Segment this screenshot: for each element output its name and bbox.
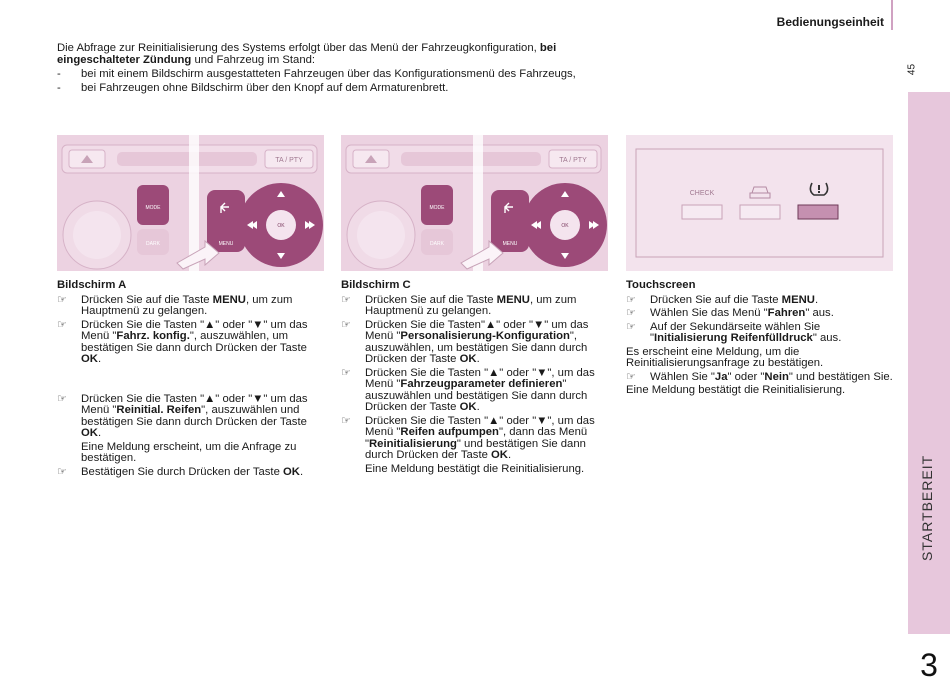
step: ☞ Drücken Sie die Tasten "▲" oder "▼" um das Menü "Fahrz. konfig.", auszuwählen, um bestätigen Sie dann durch Drücken der Taste OK. (57, 318, 308, 365)
step: ☞ Drücken Sie die Tasten"▲" oder "▼" um das Menü "Personalisierung-Konfiguration", auszuwählen, um bestätigen Sie dann durch Drücken der Taste OK. (341, 318, 589, 365)
note: Eine Meldung erscheint, um die Anfrage zu bestätigen. (81, 440, 297, 464)
pointing-hand-icon: ☞ (626, 307, 636, 319)
column-title: Bildschirm C (341, 279, 411, 291)
step: ☞ Wählen Sie das Menü "Fahren" aus. (626, 307, 834, 319)
step: ☞ Bestätigen Sie durch Drücken der Taste OK. (57, 465, 304, 478)
step: ☞ Drücken Sie auf die Taste MENU, um zum Hauptmenü zu gelangen. (57, 293, 293, 317)
pointing-hand-icon: ☞ (57, 392, 67, 405)
svg-text:DARK: DARK (146, 241, 160, 247)
step: ☞ Drücken Sie auf die Taste MENU. (626, 293, 819, 306)
note: Eine Meldung bestätigt die Reinitialisierung. (365, 462, 585, 475)
chapter-number: 3 (920, 647, 938, 683)
step: ☞ Drücken Sie die Tasten "▲" oder "▼", um das Menü "Fahrzeugparameter definieren" auszuwählen und bestätigen Sie dann durch Drücken der Taste OK. (341, 366, 595, 413)
pointing-hand-icon: ☞ (341, 318, 351, 331)
svg-text:DARK: DARK (430, 241, 444, 247)
svg-text:MENU: MENU (502, 241, 518, 247)
svg-text:MODE: MODE (429, 205, 445, 211)
intro-item: - bei mit einem Bildschirm ausgestatteten Fahrzeugen über das Konfigurationsmenü des Fahrzeugs, (57, 68, 576, 80)
pointing-hand-icon: ☞ (57, 465, 67, 478)
panel-screen-c (341, 135, 608, 271)
pointing-hand-icon: ☞ (341, 293, 351, 306)
svg-text:CHECK: CHECK (689, 190, 715, 197)
svg-text:OK: OK (561, 223, 569, 229)
pointing-hand-icon: ☞ (341, 414, 351, 427)
pointing-hand-icon: ☞ (57, 318, 67, 331)
header-rule (891, 0, 893, 30)
section-title: Bedienungseinheit (776, 15, 884, 29)
column-title: Touchscreen (626, 279, 696, 291)
svg-text:MODE: MODE (145, 205, 161, 211)
pointing-hand-icon: ☞ (626, 370, 636, 383)
panel-screen-a (57, 135, 324, 271)
column-screen-c (341, 280, 608, 477)
paragraph: Es erscheint eine Meldung, um die Reinitialisierungsanfrage zu bestätigen. (626, 345, 824, 369)
pointing-hand-icon: ☞ (626, 293, 636, 306)
column-touchscreen (626, 280, 893, 399)
side-tab (908, 92, 950, 683)
intro-item: - bei Fahrzeugen ohne Bildschirm über den Knopf auf dem Armaturenbrett. (57, 82, 449, 94)
svg-text:TA / PTY: TA / PTY (275, 157, 303, 164)
side-tab-label: STARTBEREIT (919, 454, 935, 561)
step: ☞ Drücken Sie die Tasten "▲" oder "▼" um das Menü "Reinitial. Reifen", auszuwählen und bestätigen Sie dann durch Drücken der Taste OK. (57, 392, 308, 439)
pointing-hand-icon: ☞ (341, 366, 351, 379)
step: ☞ Wählen Sie "Ja" oder "Nein" und bestätigen Sie. (626, 370, 893, 383)
svg-text:OK: OK (277, 223, 285, 229)
intro-paragraph: Die Abfrage zur Reinitialisierung des Systems erfolgt über das Menü der Fahrzeugkonfiguration, bei eingeschalteter Zündung und Fahrzeug im Stand: (57, 42, 557, 66)
panel-touchscreen (626, 135, 893, 271)
page-number: 45 (906, 63, 918, 76)
column-title: Bildschirm A (57, 279, 127, 291)
step: ☞ Drücken Sie auf die Taste MENU, um zum Hauptmenü zu gelangen. (341, 293, 577, 317)
step: ☞ Auf der Sekundärseite wählen Sie "Initialisierung Reifenfülldruck" aus. (626, 320, 842, 344)
intro (57, 42, 617, 94)
column-screen-a (57, 280, 322, 480)
step: ☞ Drücken Sie die Tasten "▲" oder "▼", um das Menü "Reifen aufpumpen", dann das Menü "Reinitialisierung" und bestätigen Sie dann durch Drücken der Taste OK. (341, 414, 595, 461)
svg-text:TA / PTY: TA / PTY (559, 157, 587, 164)
pointing-hand-icon: ☞ (57, 293, 67, 306)
paragraph: Eine Meldung bestätigt die Reinitialisierung. (626, 384, 846, 396)
pointing-hand-icon: ☞ (626, 320, 636, 333)
svg-text:MENU: MENU (218, 241, 234, 247)
